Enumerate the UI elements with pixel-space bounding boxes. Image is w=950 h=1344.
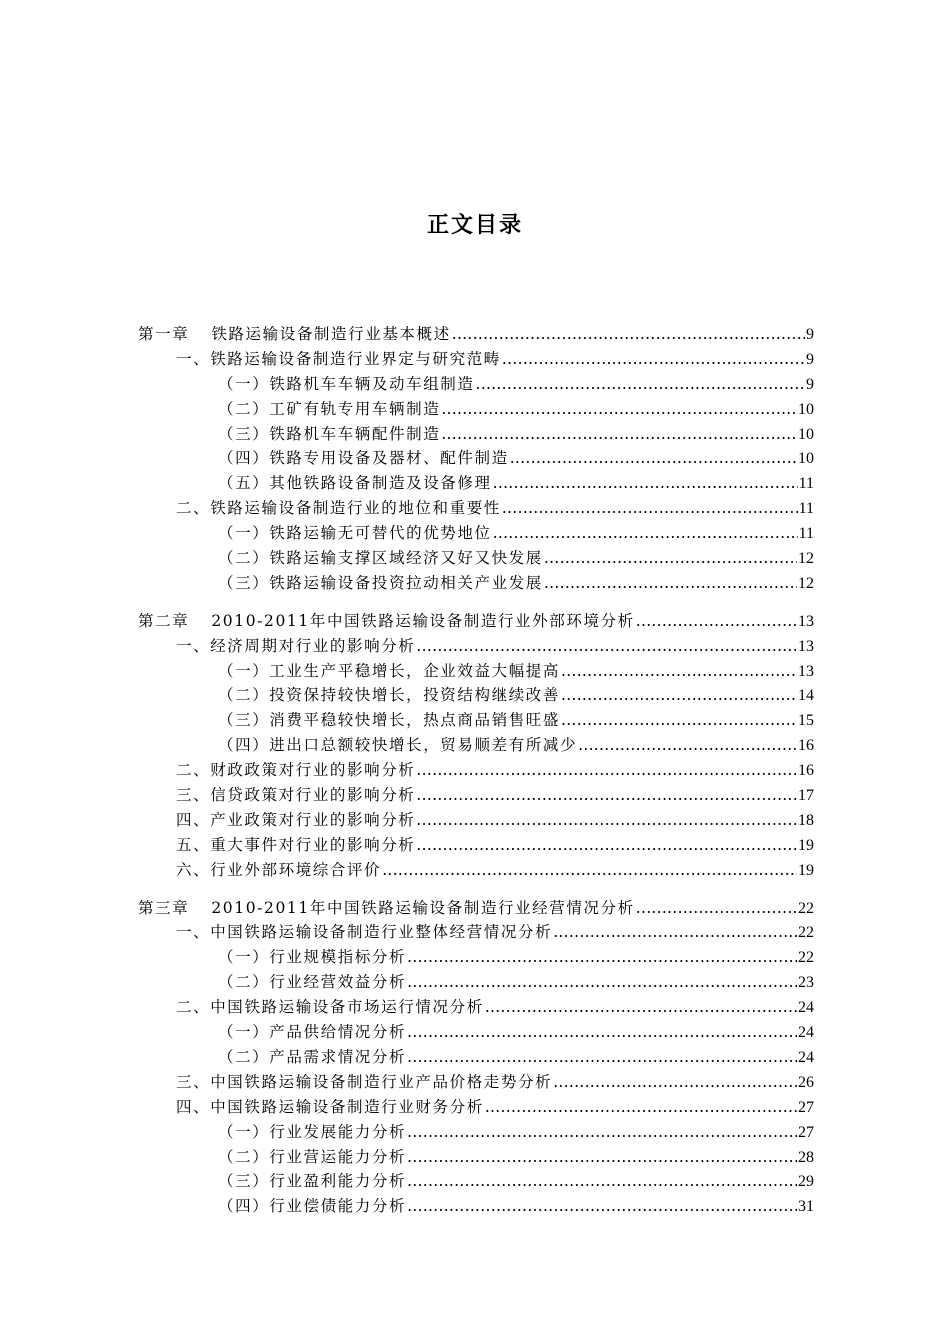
entry-label: （二）行业经营效益分析: [218, 973, 407, 992]
toc-subsection-entry[interactable]: [138, 659, 814, 684]
page-number: 9: [806, 375, 814, 393]
page-number: 19: [798, 861, 814, 879]
page-number: 9: [806, 326, 814, 343]
toc-subsection-entry[interactable]: [138, 422, 814, 447]
entry-label: 一、中国铁路运输设备制造行业整体经营情况分析: [176, 923, 553, 942]
page-number: 13: [798, 637, 814, 655]
entry-label: 二、财政政策对行业的影响分析: [176, 761, 416, 780]
toc-section-entry[interactable]: [138, 995, 814, 1020]
toc-subsection-entry[interactable]: [138, 372, 814, 397]
entry-label: （二）产品需求情况分析: [218, 1047, 407, 1066]
entry-label: （一）铁路运输无可替代的优势地位: [218, 524, 492, 543]
toc-section-entry[interactable]: [138, 833, 814, 858]
dot-leader: [382, 861, 797, 879]
toc-subsection-entry[interactable]: [138, 1020, 814, 1045]
dot-leader: [553, 923, 797, 941]
page-number: 23: [798, 974, 814, 992]
toc-chapter-entry[interactable]: [138, 896, 814, 921]
toc-section-entry[interactable]: [138, 496, 814, 521]
toc-subsection-entry[interactable]: [138, 945, 814, 970]
entry-label: 六、行业外部环境综合评价: [176, 860, 382, 879]
entry-label: （二）工矿有轨专用车辆制造: [218, 399, 441, 418]
page-number: 10: [798, 400, 814, 418]
page-number: 12: [798, 574, 814, 592]
page-number: 17: [798, 787, 814, 805]
page-number: 10: [798, 425, 814, 443]
dot-leader: [578, 736, 797, 754]
toc-section-entry[interactable]: [138, 1095, 814, 1120]
entry-label: 三、中国铁路运输设备制造行业产品价格走势分析: [176, 1072, 553, 1091]
entry-label: 二、中国铁路运输设备市场运行情况分析: [176, 998, 484, 1017]
toc-subsection-entry[interactable]: [138, 471, 814, 496]
dot-leader: [416, 761, 797, 779]
toc-subsection-entry[interactable]: [138, 446, 814, 471]
page-number: 12: [798, 550, 814, 568]
entry-label: （二）投资保持较快增长，投资结构继续改善: [218, 686, 561, 705]
table-of-contents: [138, 322, 814, 1232]
page-number: 13: [798, 662, 814, 680]
dot-leader: [636, 612, 797, 630]
entry-label: （一）行业规模指标分析: [218, 948, 407, 967]
dot-leader: [553, 1073, 797, 1091]
toc-chapter-2: [138, 609, 814, 883]
dot-leader: [407, 1148, 797, 1166]
page-number: 28: [798, 1148, 814, 1166]
dot-leader: [416, 637, 797, 655]
toc-chapter-1: [138, 322, 814, 596]
toc-subsection-entry[interactable]: [138, 1145, 814, 1170]
chapter-title: 铁路运输设备制造行业基本概述: [211, 325, 451, 343]
toc-subsection-entry[interactable]: [138, 571, 814, 596]
toc-subsection-entry[interactable]: [138, 733, 814, 758]
toc-section-entry[interactable]: [138, 858, 814, 883]
toc-chapter-entry[interactable]: [138, 322, 814, 347]
entry-label: （四）进出口总额较快增长，贸易顺差有所减少: [218, 736, 578, 755]
entry-label: 一、经济周期对行业的影响分析: [176, 636, 416, 655]
page-number: 24: [798, 1048, 814, 1066]
dot-leader: [485, 998, 797, 1016]
dot-leader: [561, 686, 797, 704]
page-number: 26: [798, 1073, 814, 1091]
entry-label: （一）行业发展能力分析: [218, 1122, 407, 1141]
entry-label: （三）消费平稳较快增长，热点商品销售旺盛: [218, 711, 561, 730]
toc-subsection-entry[interactable]: [138, 521, 814, 546]
page-number: 11: [798, 525, 814, 543]
dot-leader: [407, 1023, 797, 1041]
dot-leader: [441, 400, 797, 418]
toc-section-entry[interactable]: [138, 783, 814, 808]
dot-leader: [441, 425, 797, 443]
entry-label: 四、中国铁路运输设备制造行业财务分析: [176, 1097, 484, 1116]
page-number: 15: [798, 712, 814, 730]
dot-leader: [407, 1048, 797, 1066]
dot-leader: [544, 549, 797, 567]
page-number: 31: [798, 1198, 814, 1216]
toc-section-entry[interactable]: [138, 758, 814, 783]
dot-leader: [476, 375, 805, 393]
entry-label: 一、铁路运输设备制造行业界定与研究范畴: [176, 349, 501, 368]
entry-label: （一）产品供给情况分析: [218, 1023, 407, 1042]
toc-section-entry[interactable]: [138, 347, 814, 372]
dot-leader: [493, 524, 798, 542]
toc-section-entry[interactable]: [138, 808, 814, 833]
chapter-title: 2010-2011年中国铁路运输设备制造行业经营情况分析: [211, 898, 635, 917]
toc-subsection-entry[interactable]: [138, 1194, 814, 1219]
entry-label: 二、铁路运输设备制造行业的地位和重要性: [176, 499, 501, 518]
dot-leader: [502, 499, 798, 517]
page-number: 24: [798, 999, 814, 1017]
dot-leader: [416, 811, 797, 829]
page-number: 24: [798, 1024, 814, 1042]
page-number: 16: [798, 737, 814, 755]
toc-subsection-entry[interactable]: [138, 397, 814, 422]
dot-leader: [485, 1098, 797, 1116]
entry-label: 三、信贷政策对行业的影响分析: [176, 786, 416, 805]
entry-label: （三）铁路机车车辆配件制造: [218, 424, 441, 443]
chapter-title: 2010-2011年中国铁路运输设备制造行业外部环境分析: [211, 611, 635, 630]
toc-chapter-entry[interactable]: [138, 609, 814, 634]
page-number: 16: [798, 762, 814, 780]
entry-label: （四）铁路专用设备及器材、配件制造: [218, 449, 509, 468]
page-number: 22: [798, 924, 814, 942]
dot-leader: [493, 474, 798, 492]
entry-label: （一）铁路机车车辆及动车组制造: [218, 374, 475, 393]
page-number: 11: [798, 475, 814, 493]
entry-label: （四）行业偿债能力分析: [218, 1197, 407, 1216]
page-number: 22: [798, 899, 814, 917]
dot-leader: [407, 948, 797, 966]
dot-leader: [636, 899, 797, 917]
entry-label: （二）行业营运能力分析: [218, 1147, 407, 1166]
dot-leader: [452, 325, 805, 343]
dot-leader: [561, 711, 797, 729]
toc-section-entry[interactable]: [138, 920, 814, 945]
toc-subsection-entry[interactable]: [138, 1045, 814, 1070]
entry-label: 四、产业政策对行业的影响分析: [176, 810, 416, 829]
dot-leader: [407, 1197, 797, 1215]
entry-label: （一）工业生产平稳增长，企业效益大幅提高: [218, 661, 561, 680]
page-title: 正文目录: [426, 213, 523, 238]
entry-label: （二）铁路运输支撑区域经济又好又快发展: [218, 549, 543, 568]
entry-label: （三）行业盈利能力分析: [218, 1172, 407, 1191]
page-number: 10: [798, 450, 814, 468]
dot-leader: [502, 350, 805, 368]
toc-chapter-3: [138, 896, 814, 1220]
entry-label: （三）铁路运输设备投资拉动相关产业发展: [218, 573, 543, 592]
page-number: 9: [806, 350, 814, 368]
page-number: 18: [798, 811, 814, 829]
dot-leader: [561, 662, 797, 680]
dot-leader: [510, 449, 797, 467]
toc-section-entry[interactable]: [138, 634, 814, 659]
toc-subsection-entry[interactable]: [138, 1120, 814, 1145]
page-number: 22: [798, 949, 814, 967]
page-number: 27: [798, 1123, 814, 1141]
toc-subsection-entry[interactable]: [138, 708, 814, 733]
entry-label: 五、重大事件对行业的影响分析: [176, 835, 416, 854]
entry-label: （五）其他铁路设备制造及设备修理: [218, 474, 492, 493]
dot-leader: [407, 973, 797, 991]
toc-section-entry[interactable]: [138, 1070, 814, 1095]
chapter-number: 第二章: [138, 611, 190, 630]
page-number: 14: [798, 687, 814, 705]
chapter-number: 第三章: [138, 898, 190, 917]
dot-leader: [407, 1123, 797, 1141]
toc-subsection-entry[interactable]: [138, 683, 814, 708]
chapter-number: 第一章: [138, 325, 190, 343]
page-number: 19: [798, 836, 814, 854]
dot-leader: [416, 786, 797, 804]
page-number: 13: [798, 612, 814, 630]
page-number: 27: [798, 1098, 814, 1116]
toc-subsection-entry[interactable]: [138, 1169, 814, 1194]
dot-leader: [416, 836, 797, 854]
toc-subsection-entry[interactable]: [138, 546, 814, 571]
toc-subsection-entry[interactable]: [138, 970, 814, 995]
dot-leader: [544, 574, 797, 592]
page-number: 29: [798, 1173, 814, 1191]
dot-leader: [407, 1172, 797, 1190]
page-number: 11: [798, 500, 814, 518]
